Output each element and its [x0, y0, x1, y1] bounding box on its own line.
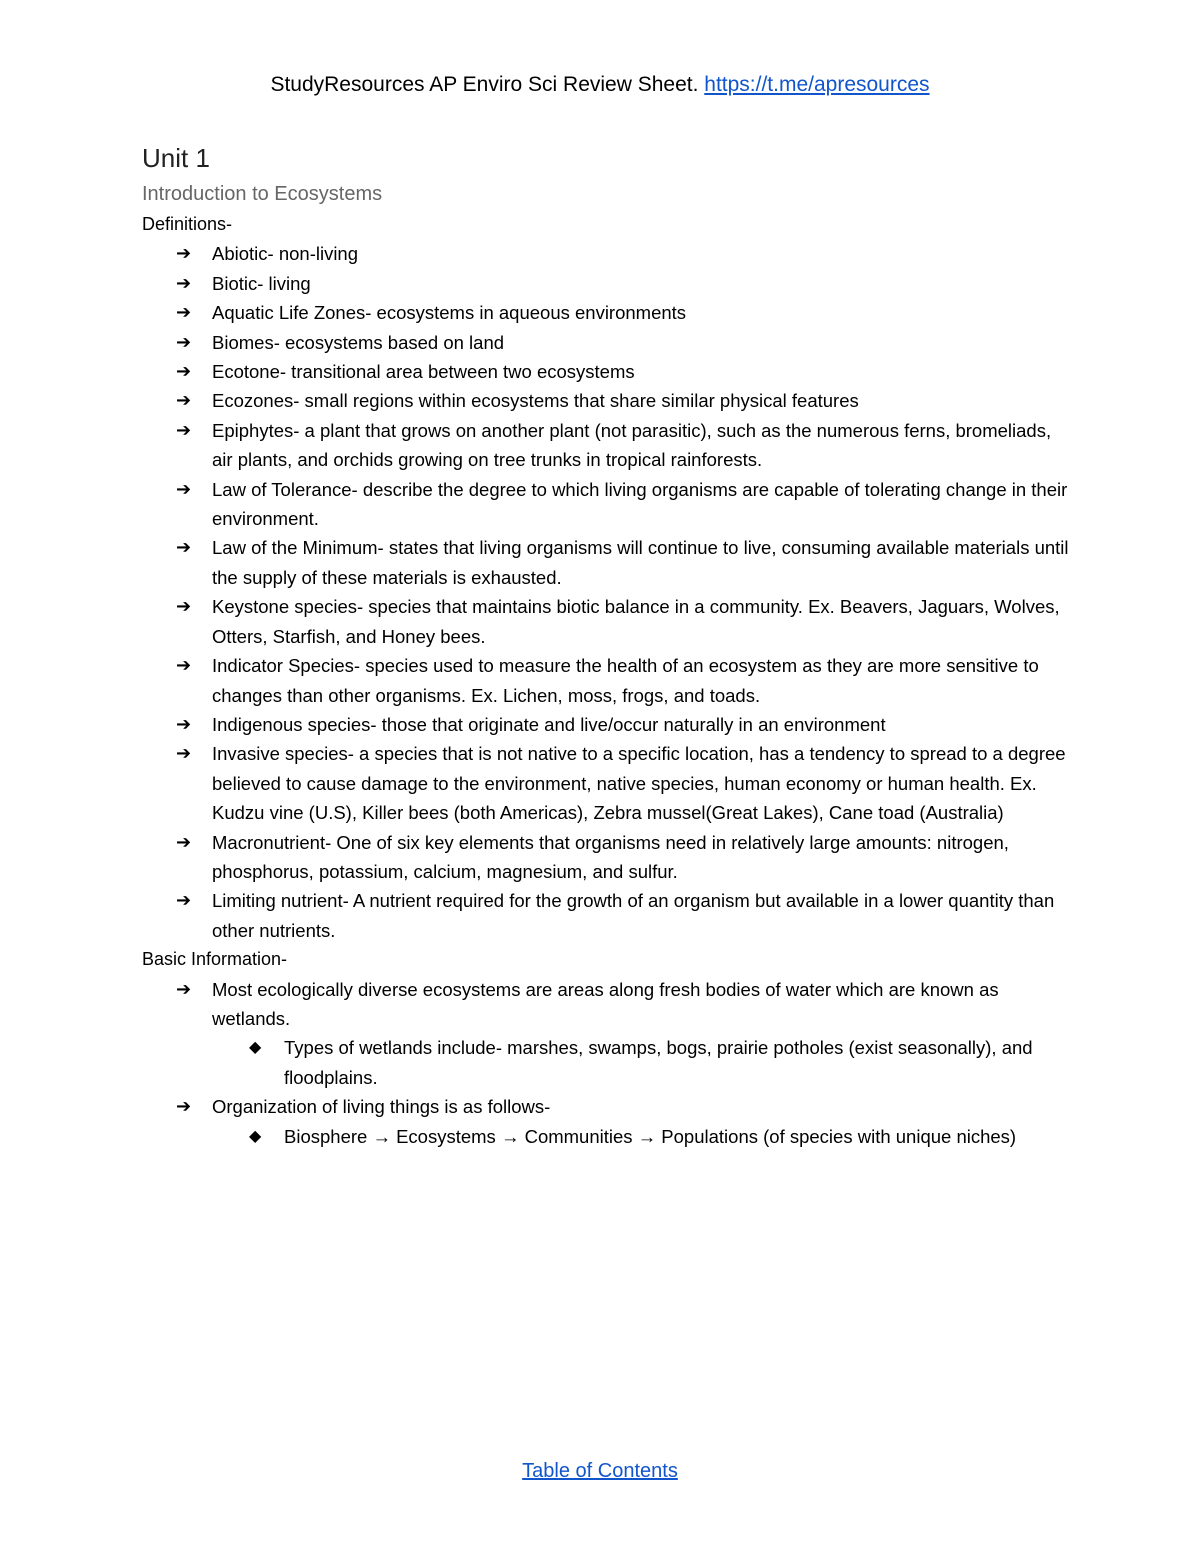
- basic-info-sublist: [212, 1122, 1072, 1151]
- arrow-bullet-icon: ➔: [176, 331, 192, 352]
- definition-item: [176, 651, 1072, 710]
- arrow-bullet-icon: ➔: [176, 1096, 192, 1117]
- definition-item: [176, 475, 1072, 534]
- definition-item: [176, 416, 1072, 475]
- basic-info-text: Organization of living things is as follows-: [212, 1096, 551, 1118]
- definition-item: [176, 739, 1072, 827]
- definition-item: [176, 828, 1072, 887]
- arrow-bullet-icon: ➔: [176, 419, 192, 440]
- header-text: StudyResources AP Enviro Sci Review Sheet.: [270, 73, 705, 96]
- definition-text: Biomes- ecosystems based on land: [212, 331, 505, 353]
- definition-item: [176, 269, 1072, 298]
- basic-info-text: Most ecologically diverse ecosystems are areas along fresh bodies of water which are known as wetlands.: [212, 978, 999, 1029]
- arrow-bullet-icon: ➔: [176, 478, 192, 499]
- basic-info-subitem: [249, 1033, 1072, 1092]
- basic-info-subtext: Types of wetlands include- marshes, swamps, bogs, prairie potholes (exist seasonally), and floodplains.: [284, 1037, 1033, 1088]
- definition-item: [176, 298, 1072, 327]
- table-of-contents-link[interactable]: Table of Contents: [522, 1460, 678, 1482]
- arrow-bullet-icon: ➔: [176, 361, 192, 382]
- definition-item: [176, 886, 1072, 945]
- definition-text: Biotic- living: [212, 272, 311, 294]
- basic-info-item: [176, 1092, 1072, 1151]
- arrow-bullet-icon: ➔: [176, 243, 192, 264]
- definition-text: Invasive species- a species that is not native to a specific location, has a tendency to spread to a degree believed to cause damage to the environment, native species, human economy or human health. Ex. Kudzu vine (U.S), Killer bees (both Americas), Zebra mussel(Great Lakes), Cane toad (Australia): [212, 743, 1066, 824]
- definition-text: Indigenous species- those that originate and live/occur naturally in an environment: [212, 713, 886, 735]
- definition-item: [176, 328, 1072, 357]
- basic-info-sublist: [212, 1033, 1072, 1092]
- arrow-bullet-icon: ➔: [176, 302, 192, 323]
- definition-item: [176, 710, 1072, 739]
- definition-text: Epiphytes- a plant that grows on another plant (not parasitic), such as the numerous ferns, bromeliads, air plants, and orchids growing on tree trunks in tropical rainforests.: [212, 419, 1052, 471]
- definition-item: [176, 357, 1072, 386]
- definition-text: Ecozones- small regions within ecosystems that share similar physical features: [212, 390, 859, 412]
- basic-info-list: [142, 975, 1072, 1151]
- definition-text: Limiting nutrient- A nutrient required for the growth of an organism but available in a lower quantity than other nutrients.: [212, 890, 1055, 941]
- definitions-label: Definitions-: [142, 214, 233, 234]
- header-link[interactable]: https://t.me/apresources: [704, 73, 930, 96]
- definition-text: Abiotic- non-living: [212, 243, 359, 265]
- unit-title: Unit 1: [142, 143, 210, 173]
- diamond-bullet-icon: ◆: [249, 1127, 262, 1145]
- basic-info-subtext: Biosphere → Ecosystems → Communities → Populations (of species with unique niches): [284, 1125, 1017, 1147]
- page-header: [0, 70, 1200, 100]
- definition-item: [176, 386, 1072, 415]
- page-footer: [0, 1456, 1200, 1486]
- document-body: [142, 138, 1072, 1151]
- arrow-bullet-icon: ➔: [176, 713, 192, 734]
- basic-info-subitem: [249, 1122, 1072, 1151]
- definition-text: Macronutrient- One of six key elements that organisms need in relatively large amounts: nitrogen, phosphorus, potassium, calcium, magnesium, and sulfur.: [212, 831, 1009, 882]
- arrow-bullet-icon: ➔: [176, 655, 192, 676]
- arrow-bullet-icon: ➔: [176, 831, 192, 852]
- definition-text: Law of the Minimum- states that living organisms will continue to live, consuming available materials until the supply of these materials is exhausted.: [212, 537, 1069, 588]
- arrow-bullet-icon: ➔: [176, 537, 192, 558]
- definition-text: Indicator Species- species used to measure the health of an ecosystem as they are more sensitive to changes than other organisms. Ex. Lichen, moss, frogs, and toads.: [212, 655, 1039, 706]
- definition-text: Keystone species- species that maintains biotic balance in a community. Ex. Beavers, Jaguars, Wolves, Otters, Starfish, and Honey bees.: [212, 596, 1060, 647]
- definition-item: [176, 533, 1072, 592]
- arrow-bullet-icon: ➔: [176, 390, 192, 411]
- section-title: Introduction to Ecosystems: [142, 183, 383, 205]
- basic-info-label: Basic Information-: [142, 949, 288, 970]
- definition-item: [176, 592, 1072, 651]
- definition-text: Law of Tolerance- describe the degree to which living organisms are capable of tolerating change in their environment.: [212, 478, 1068, 530]
- diamond-bullet-icon: ◆: [249, 1039, 262, 1057]
- basic-info-item: [176, 975, 1072, 1093]
- definition-text: Ecotone- transitional area between two ecosystems: [212, 361, 635, 383]
- arrow-bullet-icon: ➔: [176, 978, 192, 999]
- definition-text: Aquatic Life Zones- ecosystems in aqueous environments: [212, 302, 687, 324]
- definition-item: [176, 239, 1072, 268]
- arrow-bullet-icon: ➔: [176, 272, 192, 293]
- definitions-list: [142, 239, 1072, 945]
- arrow-bullet-icon: ➔: [176, 890, 192, 911]
- arrow-bullet-icon: ➔: [176, 596, 192, 617]
- arrow-bullet-icon: ➔: [176, 743, 192, 764]
